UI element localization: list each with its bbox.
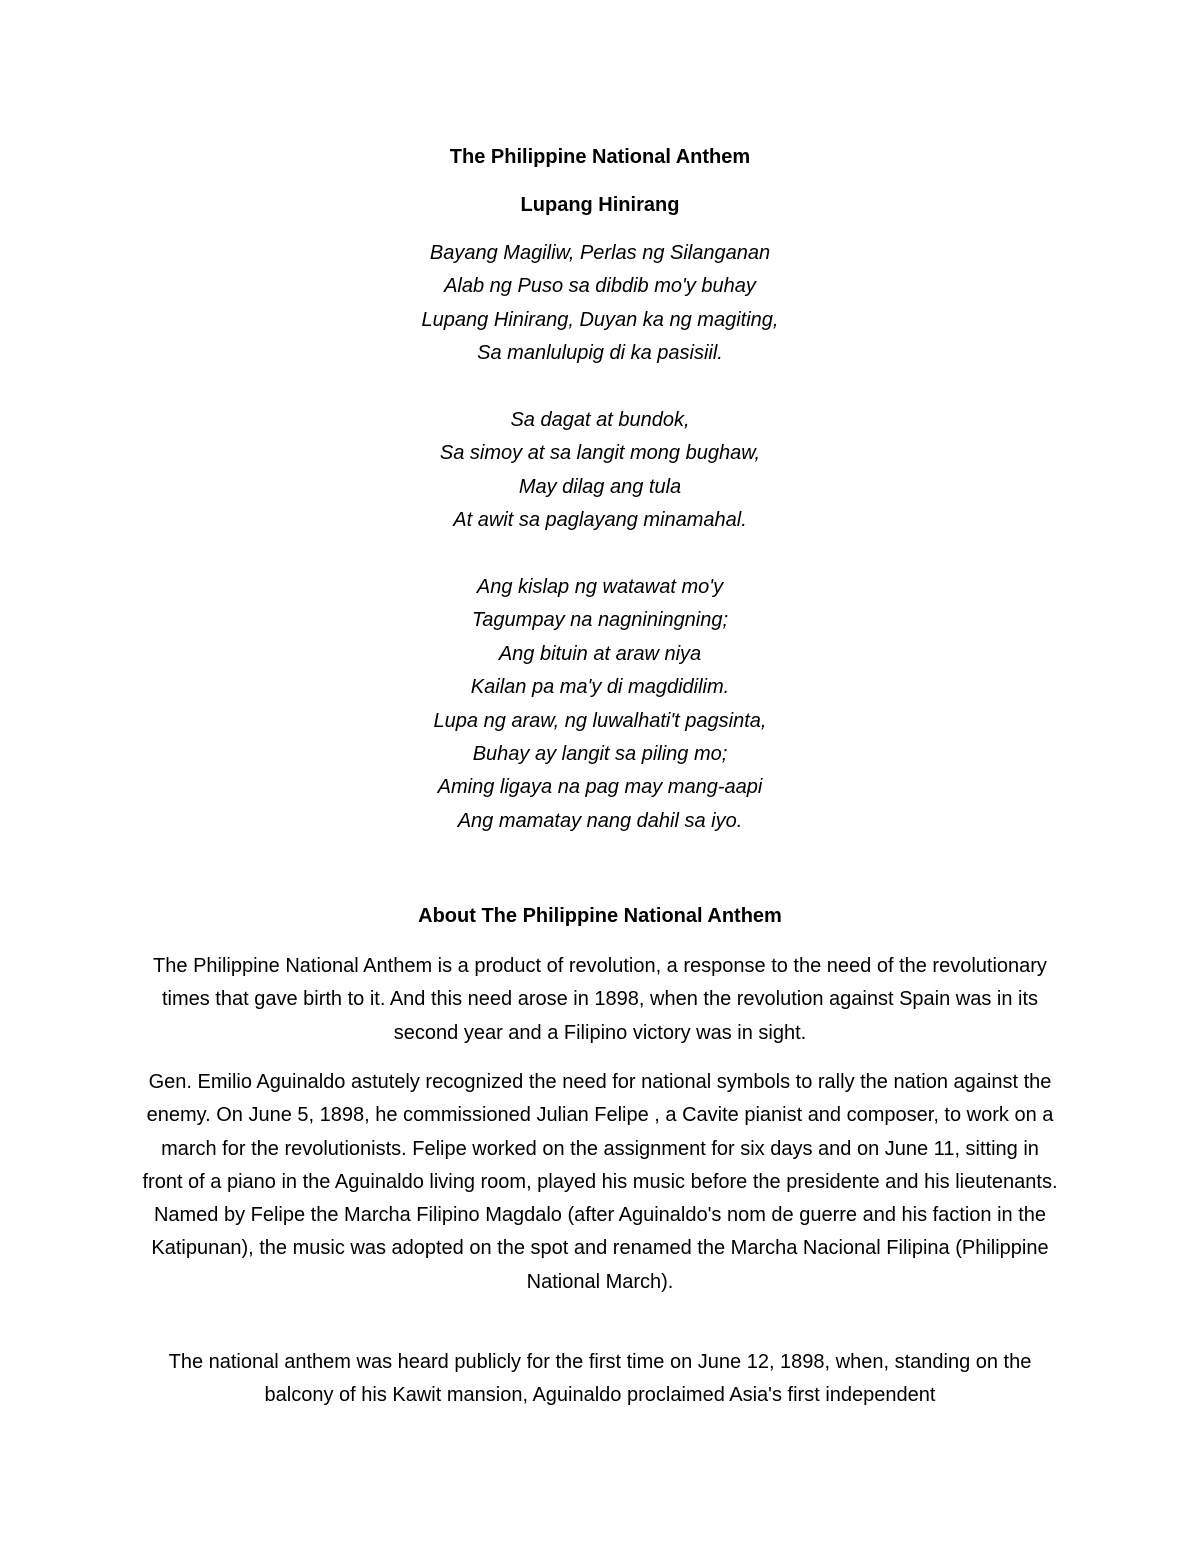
lyric-line: Bayang Magiliw, Perlas ng Silanganan (429, 242, 771, 264)
lyric-line: Sa manlulupig di ka pasisiil. (477, 342, 723, 365)
verse-3 (0, 571, 1200, 838)
lyric-line: Ang bituin at araw niya (498, 642, 702, 665)
lyric-line: May dilag ang tula (518, 475, 682, 498)
lyric-line: Aming ligaya na pag may mang-aapi (437, 776, 763, 799)
lyric-line: At awit sa paglayang minamahal. (453, 509, 747, 532)
document-title: The Philippine National Anthem (449, 146, 751, 168)
lyric-line: Buhay ay langit sa piling mo; (472, 742, 728, 765)
lyric-line: Sa simoy at sa langit mong bughaw, (439, 442, 761, 465)
body-paragraph: The national anthem was heard publicly for the first time on June 12, 1898, when, standing on the balcony of his Kawit mansion, Aguinaldo proclaimed Asia's first independent (168, 1351, 1032, 1407)
about-heading: About The Philippine National Anthem (418, 905, 782, 927)
lyric-line: Kailan pa ma'y di magdidilim. (470, 676, 730, 699)
anthem-title: Lupang Hinirang (520, 194, 680, 216)
lyric-line: Sa dagat at bundok, (510, 409, 690, 431)
lyric-line: Alab ng Puso sa dibdib mo'y buhay (444, 275, 756, 298)
verse-2 (0, 404, 1200, 538)
verse-1 (0, 237, 1200, 371)
lyric-line: Ang kislap ng watawat mo'y (476, 576, 724, 598)
body-paragraph: The Philippine National Anthem is a product of revolution, a response to the need of the revolutionary times that gave birth to it. And this need arose in 1898, when the revolution against Spain was in its second year and a Filipino victory was in sight. (153, 955, 1047, 1044)
lyric-line: Lupang Hinirang, Duyan ka ng magiting, (421, 308, 779, 331)
lyric-line: Lupa ng araw, ng luwalhati't pagsinta, (433, 709, 767, 732)
body-paragraph: Gen. Emilio Aguinaldo astutely recognized the need for national symbols to rally the nation against the enemy. On June 5, 1898, he commissioned Julian Felipe , a Cavite pianist and composer, to work on a march for the revolutionists. Felipe worked on the assignment for six days and on June 11, sitting in front of a piano in the Aguinaldo living room, played his music before the presidente and his lieutenants. Named by Felipe the Marcha Filipino Magdalo (after Aguinaldo's nom de guerre and his faction in the Katipunan), the music was adopted on the spot and renamed the Marcha Nacional Filipina (Philippine National March). (142, 1071, 1058, 1293)
lyric-line: Tagumpay na nagniningning; (471, 609, 729, 632)
lyric-line: Ang mamatay nang dahil sa iyo. (457, 809, 743, 832)
